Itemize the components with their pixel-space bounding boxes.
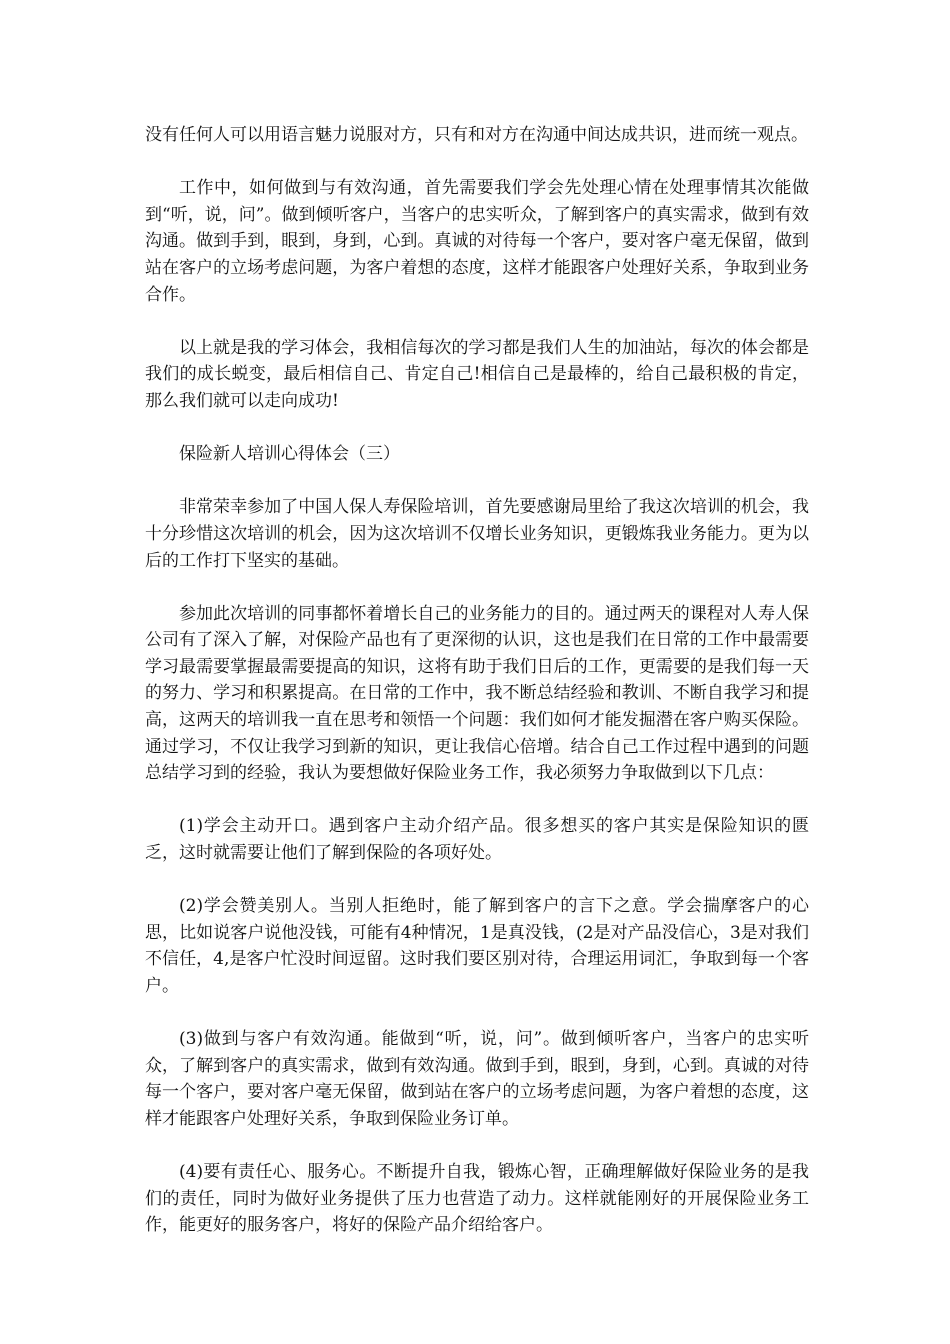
list-item-4: (4)要有责任心、服务心。不断提升自我，锻炼心智，正确理解做好保险业务的是我们的责任，同时为做好业务提供了压力也营造了动力。这样就能刚好的开展保险业务工作，能更好的服务客户，将好的保险产品介绍给客户。 (145, 1162, 809, 1236)
paragraph-learning-summary: 以上就是我的学习体会，我相信每次的学习都是我们人生的加油站，每次的体会都是我们的成长蜕变，最后相信自己、肯定自己!相信自己是最棒的，给自己最积极的肯定，那么我们就可以走向成功! (145, 337, 809, 411)
paragraph-continuation: 没有任何人可以用语言魅力说服对方，只有和对方在沟通中间达成共识，进而统一观点。 (145, 125, 808, 145)
list-item-1: (1)学会主动开口。遇到客户主动介绍产品。很多想买的客户其实是保险知识的匮乏，这时就需要让他们了解到保险的各项好处。 (145, 816, 809, 864)
paragraph-training-details: 参加此次培训的同事都怀着增长自己的业务能力的目的。通过两天的课程对人寿人保公司有了深入了解，对保险产品也有了更深彻的认识，这也是我们在日常的工作中最需要学习最需要掌握最需要提高的知识，这将有助于我们日后的工作，更需要的是我们每一天的努力、学习和积累提高。在日常的工作中，我不断总结经验和教训、不断自我学习和提高，这两天的培训我一直在思考和领悟一个问题：我们如何才能发掘潜在客户购买保险。通过学习，不仅让我学习到新的知识，更让我信心倍增。结合自己工作过程中遇到的问题总结学习到的经验，我认为要想做好保险业务工作，我必须努力争取做到以下几点： (145, 603, 809, 784)
list-item-2: (2)学会赞美别人。当别人拒绝时，能了解到客户的言下之意。学会揣摩客户的心思，比如说客户说他没钱，可能有4种情况，1是真没钱，(2是对产品没信心，3是对我们不信任，4,是客户忙没时间逗留。这时我们要区别对待，合理运用词汇，争取到每一个客户。 (145, 896, 809, 996)
paragraph-training-intro: 非常荣幸参加了中国人保人寿保险培训，首先要感谢局里给了我这次培训的机会，我十分珍惜这次培训的机会，因为这次培训不仅增长业务知识，更锻炼我业务能力。更为以后的工作打下坚实的基础。 (145, 497, 809, 571)
section-heading: 保险新人培训心得体会（三） (179, 444, 400, 465)
paragraph-effective-communication: 工作中，如何做到与有效沟通，首先需要我们学会先处理心情在处理事情其次能做到“听，说，问”。做到倾听客户，当客户的忠实听众，了解到客户的真实需求，做到有效沟通。做到手到，眼到，身到，心到。真诚的对待每一个客户，要对客户毫无保留，做到站在客户的立场考虑问题，为客户着想的态度，这样才能跟客户处理好关系，争取到业务合作。 (145, 178, 809, 305)
document-body (145, 122, 809, 1266)
list-item-3: (3)做到与客户有效沟通。能做到“听，说，问”。做到倾听客户，当客户的忠实听众，了解到客户的真实需求，做到有效沟通。做到手到，眼到，身到，心到。真诚的对待每一个客户，要对客户毫无保留，做到站在客户的立场考虑问题，为客户着想的态度，这样才能跟客户处理好关系，争取到保险业务订单。 (145, 1029, 809, 1129)
